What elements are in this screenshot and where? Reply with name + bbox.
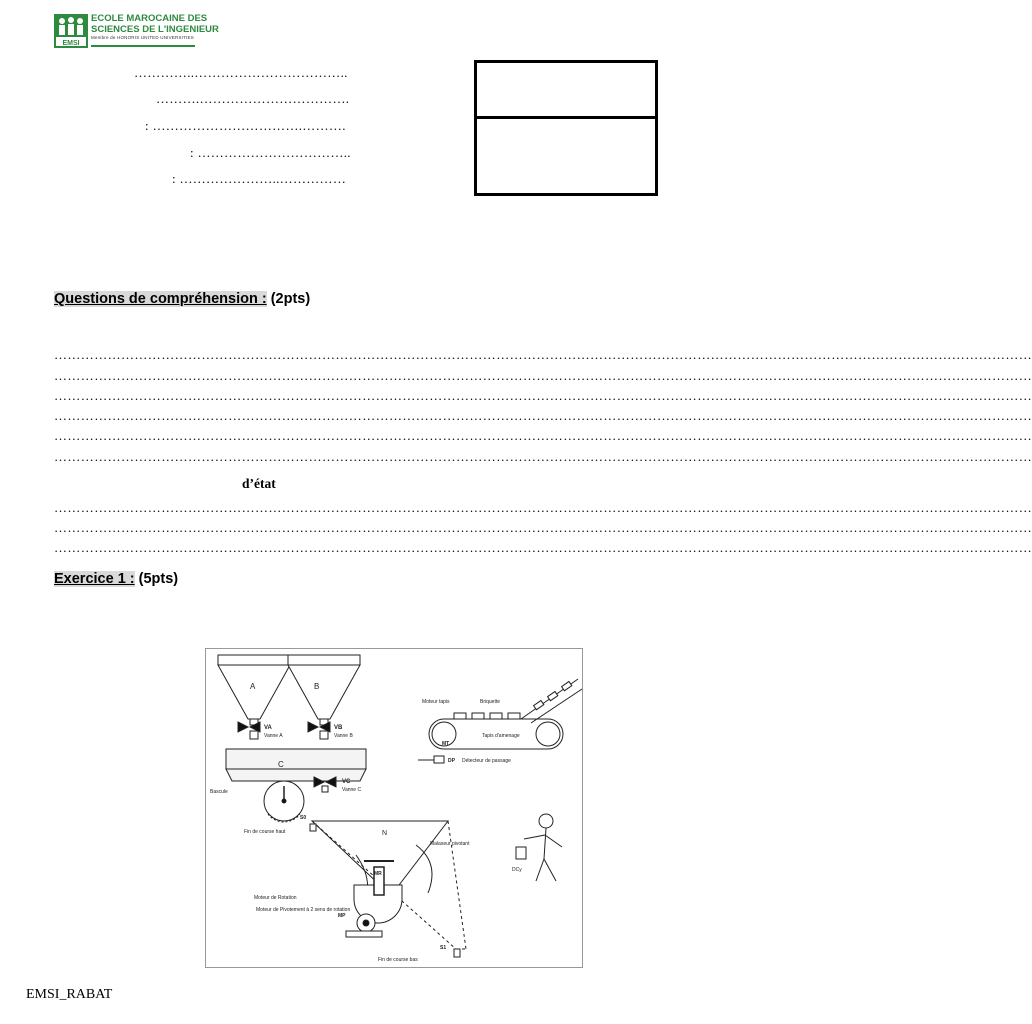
- exercise-heading: [54, 571, 178, 587]
- answer-line: …………………………………………………………………………………………………………………………………………………………………………………………………: [54, 408, 1032, 423]
- logo-line1: ECOLE MAROCAINE DES: [91, 13, 208, 24]
- grade-box-divider: [477, 116, 655, 119]
- s0-switch-icon: [310, 824, 316, 831]
- hopper-b: [288, 655, 360, 719]
- logo-divider: [91, 45, 195, 47]
- school-logo: [54, 13, 219, 48]
- answer-line: …………………………………………………………………………………………………………………………………………………………………………………………………: [54, 388, 1032, 403]
- exercise-heading-title: Exercice 1 :: [54, 571, 135, 587]
- motor-belt-label: Moteur tapis: [422, 699, 450, 705]
- logo-emblem-icon: [54, 14, 90, 48]
- belt-label: Tapis d'amenage: [482, 733, 520, 739]
- mp-code: MP: [338, 913, 346, 919]
- s0-label: Fin de course haut: [244, 829, 286, 835]
- svg-text:N: N: [382, 830, 388, 837]
- info-line-5: : …………………..……………: [172, 171, 347, 186]
- s0-code: S0: [300, 815, 307, 821]
- svg-text:C: C: [278, 760, 284, 769]
- footer-label: EMSI_RABAT: [26, 987, 113, 1002]
- valve-a-code: VA: [264, 725, 272, 731]
- info-line-1: …………..……………………………..: [134, 65, 348, 80]
- scale-dial-icon: [264, 781, 307, 822]
- briquette-label: Briquette: [480, 699, 501, 705]
- valve-b-icon: [308, 719, 330, 739]
- answer-line: …………………………………………………………………………………………………………………………………………………………………………………………………: [54, 449, 1032, 464]
- rotation-motor-label: Moteur de Rotation: [254, 895, 297, 901]
- passage-detector-icon: [418, 756, 444, 763]
- valve-b-label: Vanne B: [334, 733, 353, 739]
- answer-line: …………………………………………………………………………………………………………………………………………………………………………………………………: [54, 428, 1032, 443]
- answer-line: …………………………………………………………………………………………………………………………………………………………………………………………………: [54, 540, 1032, 555]
- questions-heading: [54, 291, 310, 307]
- scale-label: Bascule: [210, 789, 228, 795]
- questions-heading-title: Questions de compréhension :: [54, 291, 267, 307]
- answer-line: …………………………………………………………………………………………………………………………………………………………………………………………………: [54, 347, 1032, 362]
- pivot-motor-label: Moteur de Pivotement à 2 sens de rotation: [256, 907, 351, 913]
- info-line-4: : ……………………………..: [190, 145, 351, 160]
- pivot-mixer-label: Malaxeur pivotant: [430, 841, 470, 847]
- answer-line: …………………………………………………………………………………………………………………………………………………………………………………………………: [54, 368, 1032, 383]
- questions-heading-points: (2pts): [266, 291, 311, 307]
- dcy-label: DCy: [512, 867, 522, 873]
- mr-code: MR: [374, 871, 382, 877]
- answer-line: …………………………………………………………………………………………………………………………………………………………………………………………………: [54, 520, 1032, 535]
- valve-b-code: VB: [334, 725, 343, 731]
- operator-figure-icon: [516, 814, 562, 881]
- answer-line: …………………………………………………………………………………………………………………………………………………………………………………………………: [54, 500, 1032, 515]
- valve-a-icon: [238, 719, 260, 739]
- exercise-heading-points: (5pts): [134, 571, 179, 587]
- svg-text:A: A: [250, 682, 256, 691]
- info-line-2: ……….…………………………….: [156, 91, 350, 106]
- valve-c-code: VC: [342, 779, 351, 785]
- system-diagram: [205, 648, 583, 968]
- dp-label: Détecteur de passage: [462, 758, 511, 764]
- etat-label: d’état: [242, 476, 276, 491]
- valve-c-label: Vanne C: [342, 787, 362, 793]
- s1-label: Fin de course bas: [378, 957, 418, 963]
- mt-code: MT: [442, 741, 450, 747]
- svg-text:EMSI: EMSI: [62, 40, 80, 47]
- s1-code: S1: [440, 945, 447, 951]
- hopper-a: [218, 655, 290, 719]
- svg-text:B: B: [314, 682, 320, 691]
- valve-a-label: Vanne A: [264, 733, 283, 739]
- bin-c: [226, 749, 366, 781]
- logo-line2: SCIENCES DE L'INGENIEUR: [91, 23, 219, 35]
- info-line-3: : …………………………….……….: [145, 118, 346, 133]
- s1-switch-icon: [454, 949, 460, 957]
- logo-subtitle: Membre de HONORIS UNITED UNIVERSITIES: [91, 35, 194, 40]
- dp-code: DP: [448, 758, 455, 764]
- grade-box: [474, 60, 658, 196]
- inclined-feeder: [521, 679, 582, 723]
